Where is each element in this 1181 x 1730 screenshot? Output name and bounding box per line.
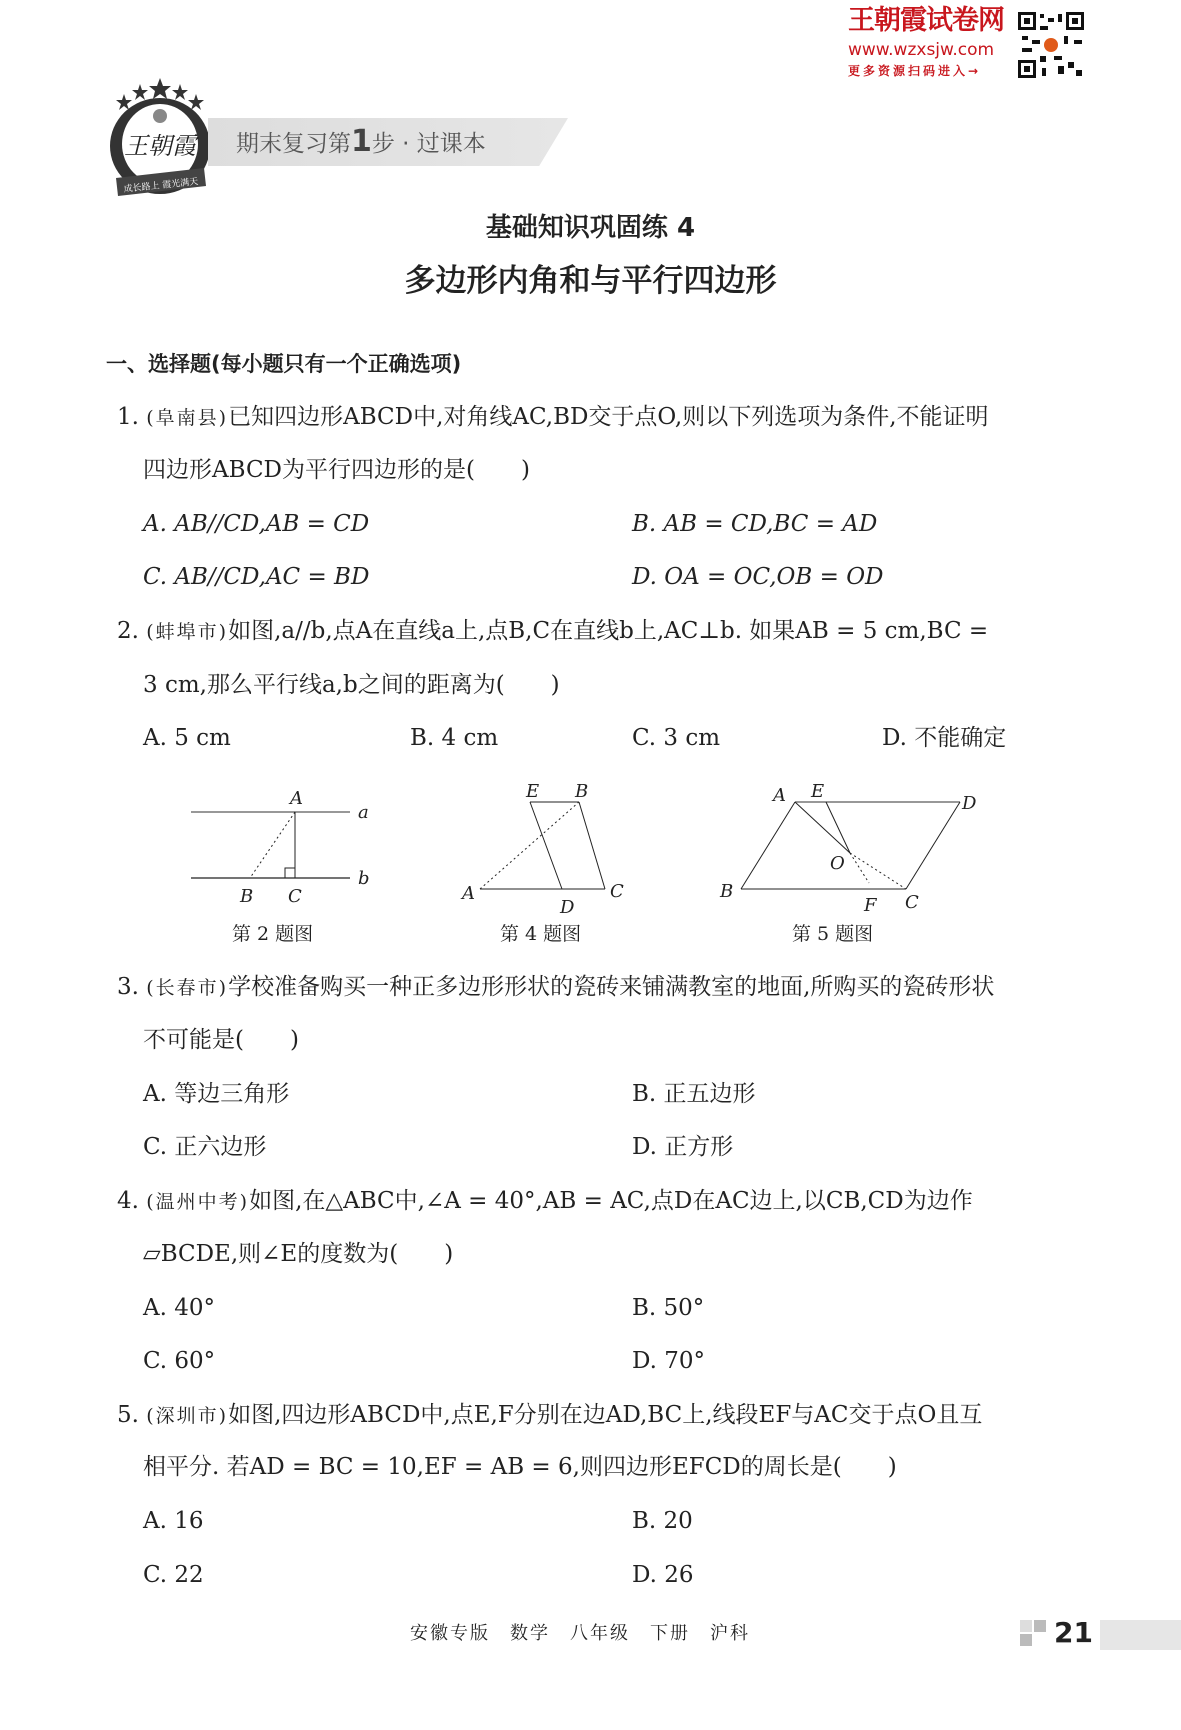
label-A: A (290, 788, 303, 809)
qr-code-icon[interactable] (1018, 12, 1084, 78)
question-text: 如图,在△ABC中,∠A = 40°,AB = AC,点D在AC边上,以CB,CD为边作 (249, 1188, 973, 1214)
option-c[interactable]: C. 22 (143, 1562, 204, 1588)
label-E: E (526, 781, 540, 802)
label-A: A (462, 883, 475, 904)
question-text: 相平分. 若AD = BC = 10,EF = AB = 6,则四边形EFCD的周长是( ) (143, 1454, 897, 1480)
question-source: (长春市) (146, 977, 229, 999)
band-prefix: 期末复习第 (236, 131, 351, 157)
label-E: E (811, 781, 825, 802)
question-text: ▱BCDE,则∠E的度数为( ) (143, 1241, 454, 1267)
brand-url[interactable]: www.wzxsjw.com (848, 40, 995, 60)
option-d[interactable]: D. OA = OC,OB = OD (632, 564, 884, 590)
brand-logo (106, 76, 214, 202)
label-D: D (962, 793, 977, 814)
label-F: F (864, 895, 877, 916)
question-source: (蚌埠市) (146, 621, 229, 643)
label-B: B (720, 881, 734, 902)
question-number: 1. (117, 404, 139, 430)
option-a[interactable]: A. 16 (143, 1508, 204, 1534)
subtitle: 基础知识巩固练 4 (485, 213, 696, 243)
question-number: 3. (117, 974, 139, 1000)
figure-5-caption: 第 5 题图 (792, 923, 874, 945)
option-c[interactable]: C. AB//CD,AC = BD (143, 564, 370, 590)
option-d[interactable]: D. 正方形 (632, 1134, 734, 1160)
band-title (236, 125, 486, 161)
option-b[interactable]: B. 正五边形 (632, 1081, 756, 1107)
figure-2 (180, 780, 380, 920)
band-number: 1 (351, 124, 372, 159)
question-source: (阜南县) (146, 407, 229, 429)
question-number: 5. (117, 1402, 139, 1428)
band-suffix: 步 · 过课本 (371, 131, 486, 157)
option-b[interactable]: B. AB = CD,BC = AD (632, 511, 878, 537)
page-corner-decoration (1020, 1620, 1050, 1650)
question-text: 如图,a//b,点A在直线a上,点B,C在直线b上,AC⊥b. 如果AB = 5 cm,BC = (228, 618, 989, 644)
question-text: 如图,四边形ABCD中,点E,F分别在边AD,BC上,线段EF与AC交于点O且互 (228, 1402, 983, 1428)
page-title: 多边形内角和与平行四边形 (404, 263, 777, 299)
brand-name: 王朝霞试卷网 (848, 5, 1004, 36)
option-a[interactable]: A. 5 cm (143, 725, 231, 751)
option-a[interactable]: A. 40° (143, 1295, 215, 1321)
figure-4-caption: 第 4 题图 (500, 923, 582, 945)
figure-4 (450, 775, 650, 925)
option-b[interactable]: B. 50° (632, 1295, 705, 1321)
question-source: (温州中考) (146, 1191, 250, 1213)
label-b: b (358, 868, 370, 889)
footer-edition: 安徽专版 数学 八年级 下册 沪科 (410, 1623, 750, 1644)
label-A: A (773, 785, 786, 806)
label-O: O (830, 853, 845, 874)
question-number: 2. (117, 618, 139, 644)
label-C: C (905, 892, 919, 913)
option-a[interactable]: A. AB//CD,AB = CD (143, 511, 370, 537)
question-text: 不可能是( ) (143, 1027, 299, 1053)
label-C: C (610, 881, 624, 902)
option-d[interactable]: D. 70° (632, 1348, 706, 1374)
option-a[interactable]: A. 等边三角形 (143, 1081, 290, 1107)
option-d[interactable]: D. 不能确定 (882, 725, 1007, 751)
question-number: 4. (117, 1188, 139, 1214)
label-D: D (560, 897, 575, 918)
figure-5 (715, 775, 985, 925)
brand-scan-hint: 更多资源扫码进入→ (848, 64, 982, 78)
option-d[interactable]: D. 26 (632, 1562, 694, 1588)
section-heading: 一、选择题(每小题只有一个正确选项) (106, 352, 462, 376)
option-c[interactable]: C. 正六边形 (143, 1134, 267, 1160)
svg-text:成长路上 霞光满天: 成长路上 霞光满天 (123, 177, 199, 195)
label-a: a (358, 802, 369, 823)
figure-2-caption: 第 2 题图 (232, 923, 314, 945)
page-tab (1100, 1620, 1181, 1650)
question-text: 已知四边形ABCD中,对角线AC,BD交于点O,则以下列选项为条件,不能证明 (228, 404, 989, 430)
question-source: (深圳市) (146, 1405, 229, 1427)
question-text: 四边形ABCD为平行四边形的是( ) (143, 457, 530, 483)
option-c[interactable]: C. 60° (143, 1348, 216, 1374)
label-B: B (240, 886, 254, 907)
option-c[interactable]: C. 3 cm (632, 725, 721, 751)
label-B: B (575, 781, 589, 802)
question-text: 学校准备购买一种正多边形形状的瓷砖来铺满教室的地面,所购买的瓷砖形状 (228, 974, 995, 1000)
option-b[interactable]: B. 4 cm (410, 725, 499, 751)
label-C: C (288, 886, 302, 907)
option-b[interactable]: B. 20 (632, 1508, 693, 1534)
logo-text: 王朝霞 (124, 132, 196, 160)
page-number: 21 (1054, 1616, 1093, 1649)
question-text: 3 cm,那么平行线a,b之间的距离为( ) (143, 672, 560, 698)
